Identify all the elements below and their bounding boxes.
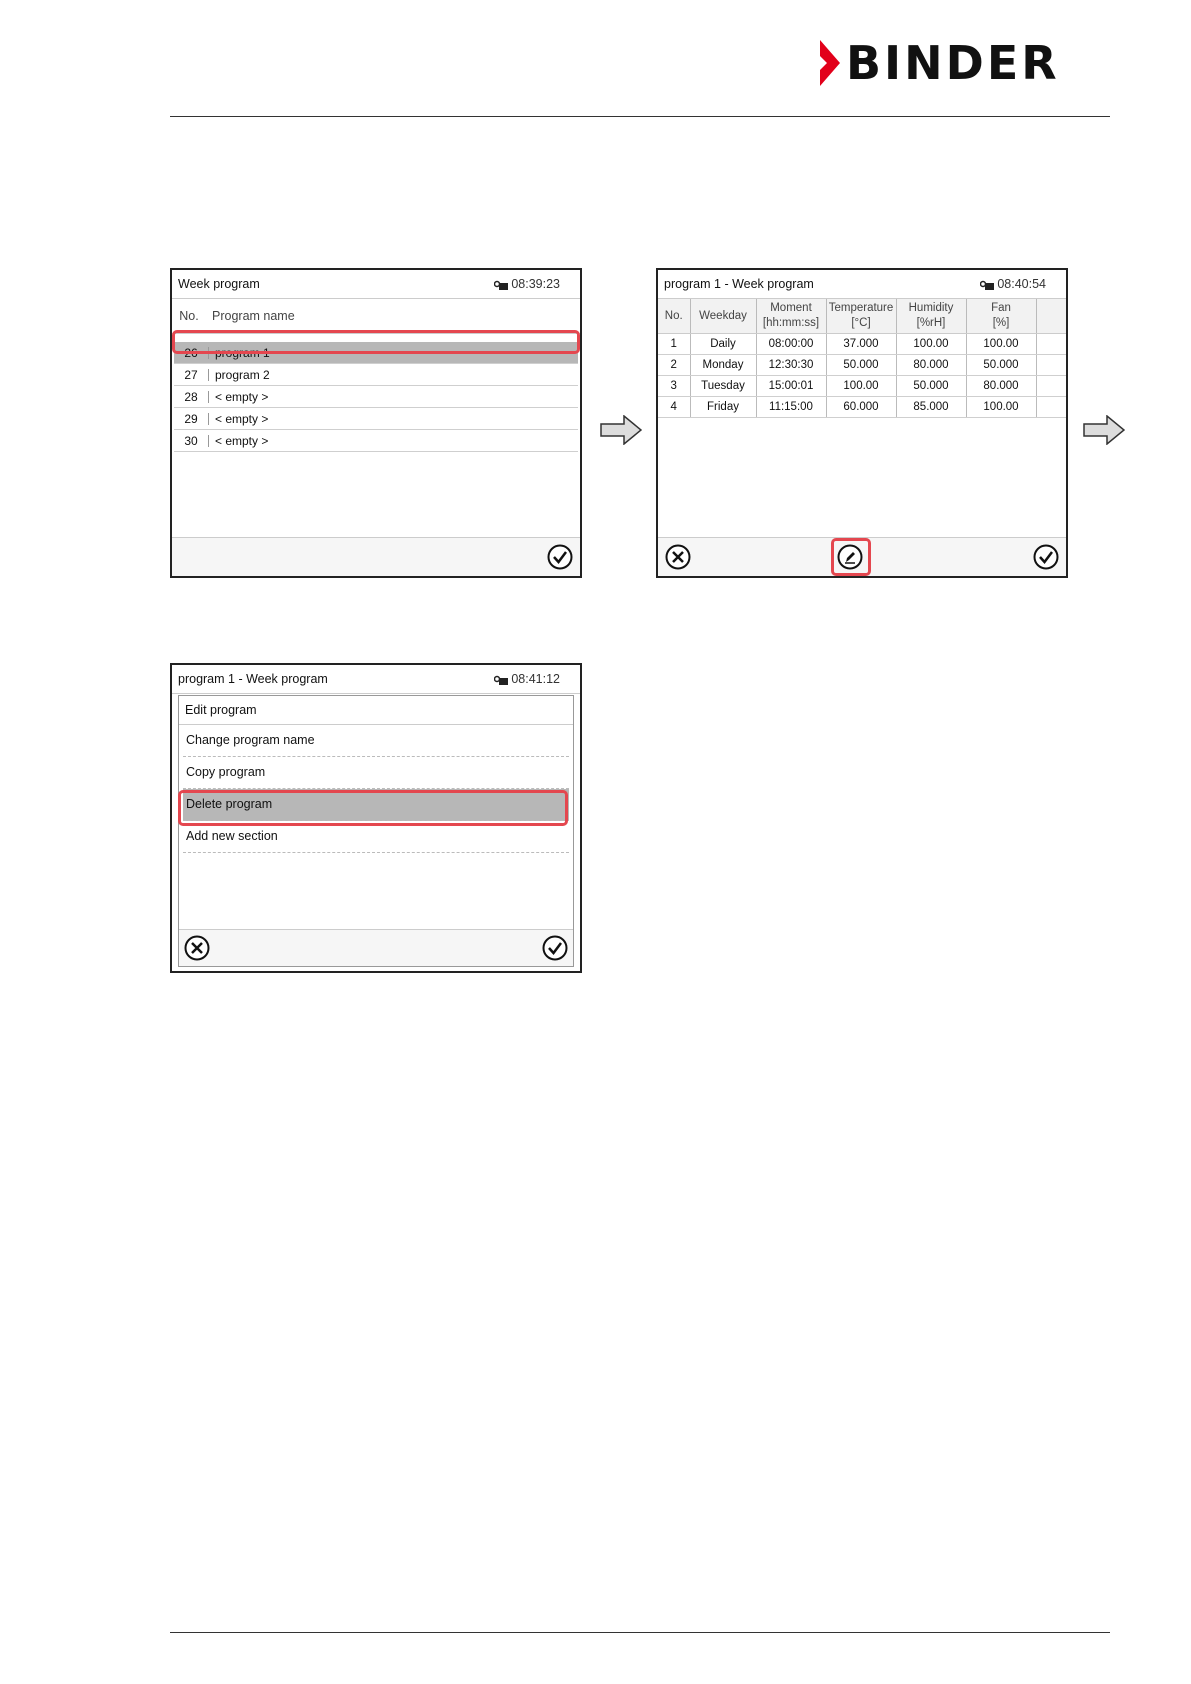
binder-logo xyxy=(820,38,1060,88)
menu-item-copy-program[interactable]: Copy program xyxy=(183,757,569,789)
program-row[interactable] xyxy=(174,386,578,408)
lock-icon xyxy=(494,673,508,685)
col-moment-unit: [hh:mm:ss] xyxy=(762,317,820,329)
arrow-right-icon xyxy=(1083,415,1125,445)
check-circle-icon xyxy=(1033,544,1059,570)
dialog-title: Edit program xyxy=(179,696,573,725)
col-temperature-unit: [°C] xyxy=(851,317,871,329)
col-weekday: Weekday xyxy=(690,299,756,334)
table-row[interactable] xyxy=(658,376,1066,397)
cell-weekday: Tuesday xyxy=(690,376,756,397)
table-row[interactable] xyxy=(658,334,1066,355)
week-program-table xyxy=(658,299,1066,418)
program-row[interactable] xyxy=(174,408,578,430)
col-humidity xyxy=(896,299,966,334)
confirm-button[interactable] xyxy=(1032,543,1060,571)
lock-icon xyxy=(494,278,508,290)
titlebar xyxy=(172,270,580,299)
footer-rule xyxy=(170,1632,1110,1633)
cell-humidity: 50.000 xyxy=(896,376,966,397)
program-row[interactable] xyxy=(174,342,578,364)
col-temperature-label: Temperature xyxy=(828,302,894,314)
cell-temperature: 37.000 xyxy=(826,334,896,355)
row-name: < empty > xyxy=(215,389,269,404)
menu-item-change-program-name[interactable]: Change program name xyxy=(183,725,569,757)
screen-title: Week program xyxy=(178,277,260,291)
cell-no: 4 xyxy=(658,397,690,418)
screen-title: program 1 - Week program xyxy=(178,672,328,686)
clock-time: 08:40:54 xyxy=(997,277,1046,291)
clock-time: 08:41:12 xyxy=(511,672,560,686)
col-fan-label: Fan xyxy=(991,302,1011,314)
cell-no: 3 xyxy=(658,376,690,397)
cell-humidity: 85.000 xyxy=(896,397,966,418)
cell-fan: 100.00 xyxy=(966,397,1036,418)
screen-edit-program-menu xyxy=(170,663,582,973)
row-no: 26 xyxy=(174,347,209,359)
cell-temperature: 50.000 xyxy=(826,355,896,376)
table-header xyxy=(172,299,580,334)
table-row[interactable] xyxy=(658,397,1066,418)
col-no: No. xyxy=(179,309,199,323)
cell-temperature: 60.000 xyxy=(826,397,896,418)
header-rule xyxy=(170,116,1110,117)
cell-fan: 100.00 xyxy=(966,334,1036,355)
arrow-right-icon xyxy=(600,415,642,445)
col-no: No. xyxy=(658,299,690,334)
col-moment-label: Moment xyxy=(770,302,812,314)
table-header xyxy=(658,299,1066,334)
cell-moment: 15:00:01 xyxy=(756,376,826,397)
row-name: < empty > xyxy=(215,433,269,448)
col-fan xyxy=(966,299,1036,334)
cell-humidity: 80.000 xyxy=(896,355,966,376)
confirm-button[interactable] xyxy=(541,934,569,962)
cell-moment: 08:00:00 xyxy=(756,334,826,355)
table-row[interactable] xyxy=(658,355,1066,376)
lock-icon xyxy=(980,278,994,290)
check-circle-icon xyxy=(547,544,573,570)
screen-title: program 1 - Week program xyxy=(664,277,814,291)
edit-program-dialog xyxy=(178,695,574,967)
cell-weekday: Friday xyxy=(690,397,756,418)
footer-bar xyxy=(179,929,573,966)
x-circle-icon xyxy=(665,544,691,570)
col-program-name: Program name xyxy=(212,309,295,323)
edit-button[interactable] xyxy=(836,543,864,571)
cell-weekday: Daily xyxy=(690,334,756,355)
screen-week-program-list xyxy=(170,268,582,578)
titlebar xyxy=(172,665,580,694)
cell-moment: 12:30:30 xyxy=(756,355,826,376)
cancel-button[interactable] xyxy=(664,543,692,571)
titlebar xyxy=(658,270,1066,299)
cell-moment: 11:15:00 xyxy=(756,397,826,418)
footer-bar xyxy=(658,537,1066,576)
screen-week-program-detail xyxy=(656,268,1068,578)
row-name: program 2 xyxy=(215,367,270,382)
cell-temperature: 100.00 xyxy=(826,376,896,397)
cell-fan: 50.000 xyxy=(966,355,1036,376)
row-no: 28 xyxy=(174,391,209,403)
pencil-circle-icon xyxy=(837,544,863,570)
row-no: 30 xyxy=(174,435,209,447)
row-name: program 1 xyxy=(215,345,270,360)
program-row[interactable] xyxy=(174,364,578,386)
col-humidity-label: Humidity xyxy=(908,302,954,314)
clock-time: 08:39:23 xyxy=(511,277,560,291)
program-row[interactable] xyxy=(174,430,578,452)
x-circle-icon xyxy=(184,935,210,961)
cell-humidity: 100.00 xyxy=(896,334,966,355)
row-no: 27 xyxy=(174,369,209,381)
cancel-button[interactable] xyxy=(183,934,211,962)
brand-name: BINDER xyxy=(846,36,1060,90)
row-no: 29 xyxy=(174,413,209,425)
binder-logo-mark xyxy=(820,40,840,86)
row-name: < empty > xyxy=(215,411,269,426)
menu-item-add-new-section[interactable]: Add new section xyxy=(183,821,569,853)
col-humidity-unit: [%rH] xyxy=(916,317,946,329)
cell-no: 2 xyxy=(658,355,690,376)
cell-weekday: Monday xyxy=(690,355,756,376)
col-fan-unit: [%] xyxy=(992,317,1010,329)
cell-no: 1 xyxy=(658,334,690,355)
menu-item-delete-program[interactable]: Delete program xyxy=(183,789,569,821)
check-circle-icon xyxy=(542,935,568,961)
footer-bar xyxy=(172,537,580,576)
col-moment xyxy=(756,299,826,334)
cell-fan: 80.000 xyxy=(966,376,1036,397)
confirm-button[interactable] xyxy=(546,543,574,571)
col-temperature xyxy=(826,299,896,334)
